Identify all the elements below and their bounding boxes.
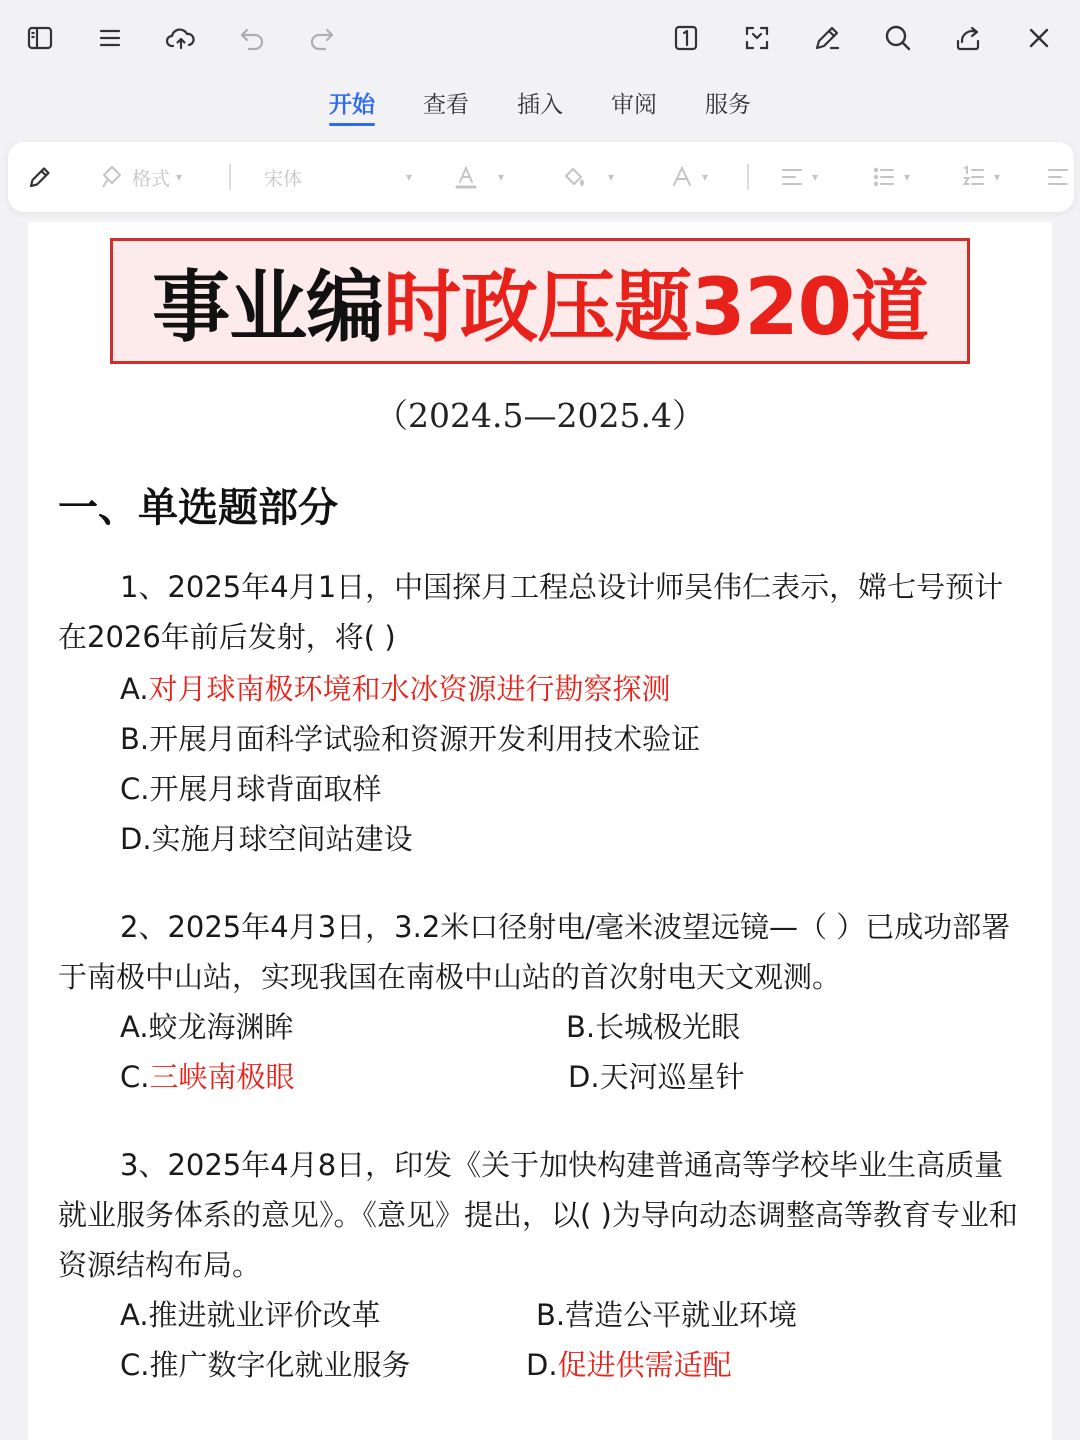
title-black-text: 事业编 (152, 263, 384, 353)
option-letter: C. (120, 772, 150, 806)
option-2b (566, 1002, 740, 1052)
question-stem: 1、2025年4月1日，中国探月工程总设计师吴伟仁表示，嫦七号预计在2026年前后发射，将( ) (58, 570, 1004, 654)
indent-icon (1044, 163, 1072, 191)
font-size-icon (668, 163, 696, 191)
fill-bucket-icon (560, 163, 588, 191)
option-letter: B. (536, 1298, 566, 1332)
font-color-button[interactable] (452, 142, 504, 212)
option-2c (120, 1052, 294, 1102)
option-2a (120, 1002, 294, 1052)
font-color-icon (452, 163, 480, 191)
align-left-icon (778, 163, 806, 191)
option-text: 推进就业评价改革 (148, 1298, 381, 1332)
tab-home[interactable]: 开始 (329, 82, 375, 132)
question-1 (58, 562, 1024, 662)
font-family-value: 宋体 (264, 167, 303, 190)
option-2d (568, 1052, 745, 1102)
option-letter: C. (120, 1060, 150, 1094)
toolbar-divider (747, 164, 749, 190)
font-size-button[interactable] (668, 142, 708, 212)
pencil-icon (26, 163, 54, 191)
option-text: 推广数字化就业服务 (149, 1348, 411, 1382)
chevron-down-icon: ▾ (812, 170, 819, 184)
page-number-icon[interactable] (666, 18, 706, 58)
tab-insert[interactable]: 插入 (517, 92, 563, 118)
option-letter: B. (566, 1010, 596, 1044)
question-stem: 3、2025年4月8日，印发《关于加快构建普通高等学校毕业生高质量就业服务体系的意见》。《意见》提出，以( )为导向动态调整高等教育专业和资源结构布局。 (58, 1148, 1018, 1282)
chevron-down-icon: ▾ (608, 170, 615, 184)
chevron-down-icon: ▾ (904, 170, 911, 184)
option-3c (120, 1340, 410, 1390)
option-letter: B. (120, 722, 150, 756)
option-3a (120, 1290, 381, 1340)
option-text-correct: 对月球南极环境和水冰资源进行勘察探测 (148, 672, 671, 706)
top-bar (0, 0, 1080, 76)
option-letter: C. (120, 1348, 150, 1382)
search-icon[interactable] (878, 18, 918, 58)
redo-icon[interactable] (302, 18, 342, 58)
option-letter: D. (120, 822, 152, 856)
format-label: 格式 (132, 167, 171, 190)
bullet-list-button[interactable] (870, 142, 910, 212)
option-letter: A. (120, 1010, 149, 1044)
option-1c (120, 764, 381, 814)
section-heading: 一、单选题部分 (58, 484, 338, 531)
edit-pencil-button[interactable] (26, 142, 54, 212)
tab-review[interactable]: 审阅 (611, 92, 657, 118)
share-icon[interactable] (948, 18, 988, 58)
chevron-down-icon: ▾ (498, 170, 505, 184)
numbered-list-icon (960, 163, 988, 191)
option-text: 蛟龙海渊眸 (148, 1010, 294, 1044)
title-red-text: 时政压题320道 (383, 263, 928, 353)
option-1b (120, 714, 700, 764)
ribbon-tabs (0, 82, 1080, 132)
option-letter: D. (568, 1060, 600, 1094)
question-3 (58, 1140, 1024, 1290)
chevron-down-icon: ▾ (702, 170, 709, 184)
option-letter: A. (120, 672, 149, 706)
toolbar-divider (229, 164, 231, 190)
document-page[interactable] (28, 222, 1052, 1440)
option-text: 营造公平就业环境 (565, 1298, 798, 1332)
tab-view[interactable]: 查看 (423, 92, 469, 118)
option-3d (526, 1340, 732, 1390)
option-letter: D. (526, 1348, 558, 1382)
align-button[interactable] (778, 142, 818, 212)
option-text: 天河巡星针 (599, 1060, 745, 1094)
highlight-button[interactable] (560, 142, 614, 212)
question-2 (58, 902, 1024, 1002)
brush-icon (98, 163, 126, 191)
chevron-down-icon: ▾ (994, 170, 1001, 184)
date-range: （2024.5—2025.4） (375, 396, 705, 435)
pen-icon[interactable] (807, 18, 847, 58)
option-text: 实施月球空间站建设 (151, 822, 413, 856)
option-text-correct: 促进供需适配 (557, 1348, 732, 1382)
option-text: 长城极光眼 (595, 1010, 741, 1044)
tab-service[interactable]: 服务 (705, 92, 751, 118)
option-text: 开展月面科学试验和资源开发利用技术验证 (149, 722, 701, 756)
option-3b (536, 1290, 797, 1340)
undo-icon[interactable] (232, 18, 272, 58)
indent-button[interactable] (1044, 142, 1072, 212)
option-text-correct: 三峡南极眼 (149, 1060, 295, 1094)
format-painter-button[interactable] (98, 142, 182, 212)
close-icon[interactable] (1019, 18, 1059, 58)
bullet-list-icon (870, 163, 898, 191)
option-letter: A. (120, 1298, 149, 1332)
option-1a (120, 664, 671, 714)
option-text: 开展月球背面取样 (149, 772, 382, 806)
font-family-select[interactable] (264, 142, 412, 212)
format-toolbar (8, 142, 1074, 212)
question-stem: 2、2025年4月3日，3.2米口径射电/毫米波望远镜—（ ）已成功部署于南极中山站，实现我国在南极中山站的首次射电天文观测。 (58, 910, 1011, 994)
numbered-list-button[interactable] (960, 142, 1000, 212)
sidebar-icon[interactable] (20, 18, 60, 58)
chevron-down-icon: ▾ (176, 170, 183, 184)
fullscreen-icon[interactable] (737, 18, 777, 58)
document-title-banner (110, 238, 970, 364)
menu-icon[interactable] (90, 18, 130, 58)
cloud-sync-icon[interactable] (160, 18, 200, 58)
option-1d (120, 814, 413, 864)
chevron-down-icon: ▾ (405, 170, 412, 184)
